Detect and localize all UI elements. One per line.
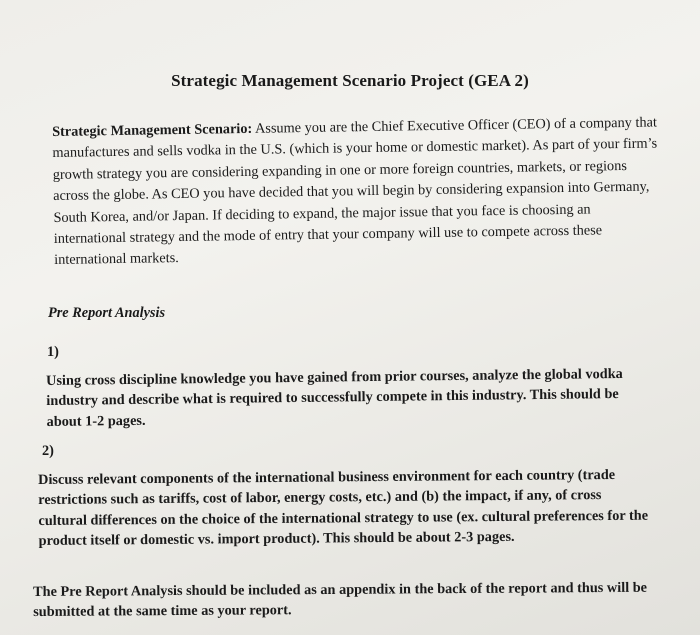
scenario-lead: Strategic Management Scenario:: [52, 120, 253, 140]
item-2-text: Discuss relevant components of the international business environment for each country (trade restrictions such as tariffs, cost of labor, energy costs, etc.) and (b) the impact, if any, of cross cultural differences on the choice of the international strategy to use (ex. cultural preferences for the product itself or domestic vs. import product). This should be about 2-3 pages.: [38, 466, 649, 550]
item-1-number: 1): [47, 344, 59, 360]
scenario-text: Assume you are the Chief Executive Officer (CEO) of a company that manufactures and sells vodka in the U.S. (which is your home or domestic market). As part of your firm’s growth strategy you are considering expanding in one or more foreign countries, markets, or regions across the globe. As CEO you have decided that you will begin by considering expansion into Germany, South Korea, and/or Japan. If deciding to expand, the major issue that you face is choosing an international strategy and the mode of entry that your company will use to compete across these international markets.: [52, 114, 658, 269]
item-1-text: Using cross discipline knowledge you have gained from prior courses, analyze the global vodka industry and describe what is required to successfully compete in this industry. This should be about 1-2 pages.: [46, 365, 623, 430]
closing-note: The Pre Report Analysis should be included as an appendix in the back of the report and thus will be submitted at the same time as your report.: [33, 579, 648, 621]
item-2-number: 2): [42, 443, 54, 459]
document-title: Strategic Management Scenario Project (GEA 2): [171, 71, 529, 90]
scenario-paragraph: [52, 112, 659, 271]
pre-report-heading: Pre Report Analysis: [48, 305, 166, 321]
